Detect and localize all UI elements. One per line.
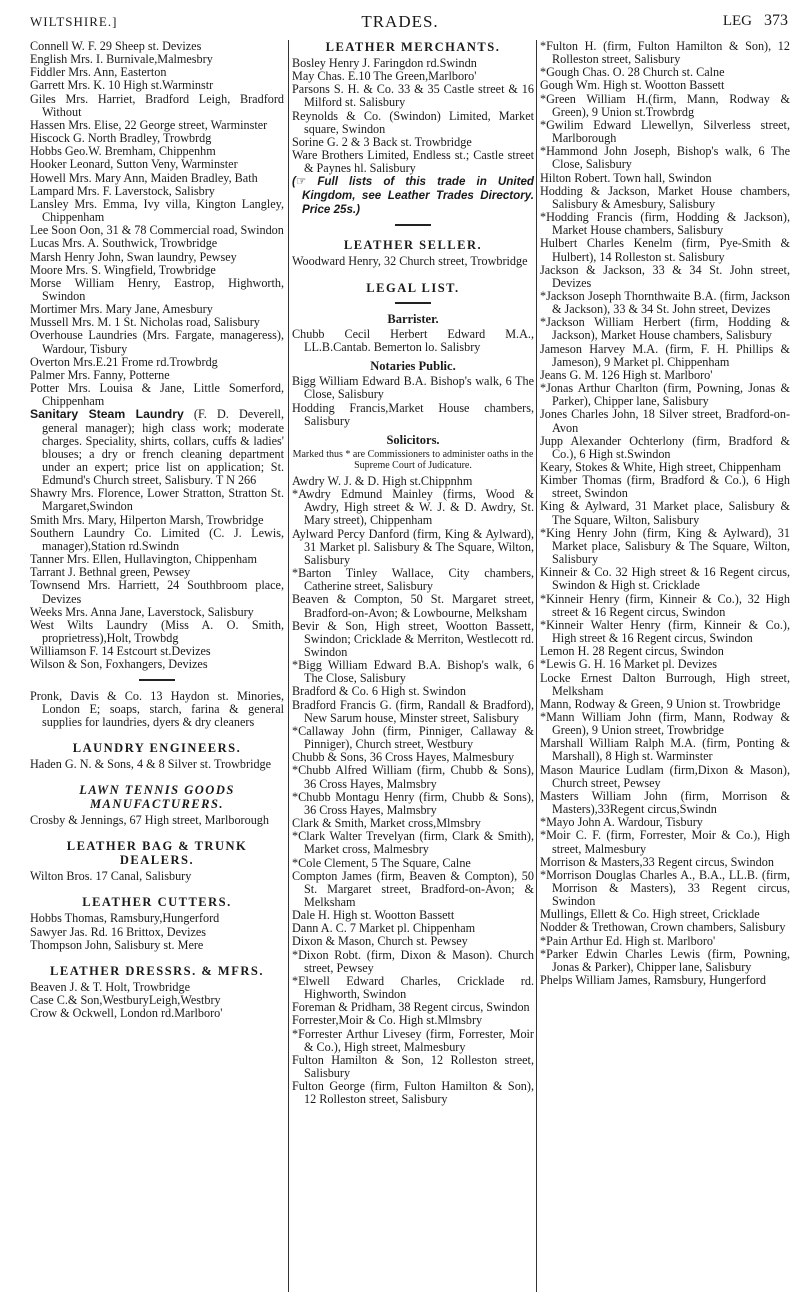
directory-entry: Bevir & Son, High street, Wootton Bassett, Swindon; Cricklade & Merriton, Westlecott rd. Swindon: [292, 618, 534, 659]
directory-entry: [30, 408, 284, 487]
directory-entry: Mullings, Ellett & Co. High street, Cricklade: [540, 907, 760, 922]
directory-entry: Gough Wm. High st. Wootton Bassett: [540, 78, 725, 93]
directory-entry: Crow & Ockwell, London rd.Marlboro': [30, 1006, 223, 1021]
directory-entry: *Kinneir Walter Henry (firm, Kinneir & Co.), High street & 16 Regent circus, Swindon: [540, 617, 790, 646]
directory-entry: Connell W. F. 29 Sheep st. Devizes: [30, 39, 202, 53]
directory-entry: Lansley Mrs. Emma, Ivy villa, Kington Langley, Chippenham: [30, 196, 284, 225]
directory-entry: Chubb & Sons, 36 Cross Hayes, Malmesbury: [292, 750, 515, 765]
directory-entry: *Parker Edwin Charles Lewis (firm, Powning, Jonas & Parker), Chipper lane, Salisbury: [540, 946, 790, 974]
directory-entry: Jackson & Jackson, 33 & 34 St. John street, Devizes: [540, 262, 790, 290]
directory-entry: Townsend Mrs. Harriett, 24 Southbroom place, Devizes: [30, 578, 284, 606]
directory-entry: *Moir C. F. (firm, Forrester, Moir & Co.), High street, Malmesbury: [540, 828, 790, 856]
directory-entry: *Awdry Edmund Mainley (firms, Wood & Awdry, High street & W. J. & D. Awdry, St. Mary street), Chippenham: [292, 487, 534, 528]
directory-entry: Wilson & Son, Foxhangers, Devizes: [30, 657, 208, 672]
directory-entry: Wilton Bros. 17 Canal, Salisbury: [30, 869, 192, 884]
directory-entry: Hassen Mrs. Elise, 22 George street, Warminster: [30, 117, 268, 132]
directory-entry: *Forrester Arthur Livesey (firm, Forrester, Moir & Co.), High street, Malmesbury: [292, 1026, 534, 1054]
directory-entry: Forrester,Moir & Co. High st.Mlmsbry: [292, 1013, 483, 1028]
page-number: 373: [764, 12, 788, 29]
directory-entry: Mann, Rodway & Green, 9 Union st. Trowbridge: [540, 696, 781, 711]
directory-entry: Woodward Henry, 32 Church street, Trowbridge: [292, 254, 528, 269]
directory-entry: Jones Charles John, 18 Silver street, Bradford-on-Avon: [540, 407, 790, 435]
directory-entry: Marsh Henry John, Swan laundry, Pewsey: [30, 249, 237, 264]
directory-entry: Shawry Mrs. Florence, Lower Stratton, Stratton St. Margaret,Swindon: [30, 486, 284, 514]
directory-entry: Overton Mrs.E.21 Frome rd.Trowbrdg: [30, 354, 218, 369]
directory-entry: Hooker Leonard, Sutton Veny, Warminster: [30, 157, 238, 172]
section-heading: LEATHER BAG & TRUNK DEALERS.: [66, 839, 248, 868]
section-divider: [395, 302, 431, 304]
directory-entry: *Mayo John A. Wardour, Tisbury: [540, 815, 703, 830]
directory-entry: *Jackson William Herbert (firm, Hodding & Jackson), Market House chambers, Salisbury: [540, 315, 790, 343]
directory-entry: Thompson John, Salisbury st. Mere: [30, 937, 204, 952]
directory-entry: Bosley Henry J. Faringdon rd.Swindn: [292, 56, 477, 70]
directory-entry: Dixon & Mason, Church st. Pewsey: [292, 934, 468, 949]
directory-entry: *Barton Tinley Wallace, City chambers, Catherine street, Salisbury: [292, 566, 534, 594]
directory-entry: Jeans G. M. 126 High st. Marlboro': [540, 367, 713, 382]
directory-entry: Reynolds & Co. (Swindon) Limited, Market square, Swindon: [292, 108, 534, 136]
directory-entry: Palmer Mrs. Fanny, Potterne: [30, 367, 170, 382]
directory-entry: Case C.& Son,WestburyLeigh,Westbry: [30, 993, 221, 1008]
directory-entry: Potter Mrs. Louisa & Jane, Little Somerford, Chippenham: [30, 381, 284, 409]
directory-entry: *Hammond John Joseph, Bishop's walk, 6 The Close, Salisbury: [540, 144, 790, 172]
directory-entry: Sawyer Jas. Rd. 16 Brittox, Devizes: [30, 924, 207, 939]
directory-entry: *Morrison Douglas Charles A., B.A., LL.B. (firm, Morrison & Masters), 33 Regent circus, Swindon: [540, 867, 790, 909]
directory-entry: Keary, Stokes & White, High street, Chippenham: [540, 460, 781, 474]
directory-entry: *Chubb Alfred William (firm, Chubb & Sons), 36 Cross Hayes, Malmsbry: [292, 763, 534, 791]
directory-entry: Morse William Henry, Eastrop, Highworth, Swindon: [30, 275, 284, 303]
directory-entry: Morrison & Masters,33 Regent circus, Swindon: [540, 854, 774, 869]
directory-entry: Pronk, Davis & Co. 13 Haydon st. Minories, London E; soaps, starch, farina & general supplies for laundries, dyers & dry cleaners: [30, 688, 284, 729]
directory-entry: Hiscock G. North Bradley, Trowbrdg: [30, 131, 212, 146]
section-note: Marked thus * are Commissioners to administer oaths in the Supreme Court of Judicature.: [292, 448, 534, 472]
subsection-heading: Notaries Public.: [370, 359, 456, 374]
directory-entry: Mason Maurice Ludlam (firm,Dixon & Mason), Church street, Pewsey: [540, 762, 790, 790]
directory-entry: West Wilts Laundry (Miss A. O. Smith, proprietress),Holt, Trowbdg: [30, 617, 284, 646]
directory-entry: *Elwell Edward Charles, Cricklade rd. Highworth, Swindon: [292, 973, 534, 1002]
directory-entry: *Pain Arthur Ed. High st. Marlboro': [540, 933, 716, 948]
directory-entry: Hulbert Charles Kenelm (firm, Pye-Smith & Hulbert), 14 Rolleston st. Salisbury: [540, 236, 790, 264]
directory-entry: Hodding Francis,Market House chambers, Salisbury: [292, 400, 534, 428]
directory-entry: Mussell Mrs. M. 1 St. Nicholas road, Salisbury: [30, 315, 260, 330]
subsection-heading: Barrister.: [387, 311, 439, 326]
column-2: [292, 40, 534, 1106]
directory-entry: Smith Mrs. Mary, Hilperton Marsh, Trowbridge: [30, 512, 264, 527]
directory-entry: *Jackson Joseph Thornthwaite B.A. (firm, Jackson & Jackson), 33 & 34 St. John street, Devizes: [540, 288, 790, 317]
directory-entry: Howell Mrs. Mary Ann, Maiden Bradley, Bath: [30, 170, 258, 185]
directory-entry: Ware Brothers Limited, Endless st.; Castle street & Paynes hl. Salisbury: [292, 148, 534, 176]
column-divider: [288, 40, 289, 1292]
directory-entry: Sorine G. 2 & 3 Back st. Trowbridge: [292, 134, 472, 149]
directory-entry: Giles Mrs. Harriet, Bradford Leigh, Bradford Without: [30, 91, 284, 119]
section-heading: LEATHER MERCHANTS.: [325, 40, 501, 54]
directory-entry: *Mann William John (firm, Mann, Rodway & Green), 9 Union street, Trowbridge: [540, 709, 790, 738]
directory-entry: Fiddler Mrs. Ann, Easterton: [30, 65, 167, 80]
entry-details: (F. D. Deverell, general manager); high class work; moderate charges. Speciality, shirts, collars, cuffs & ladies' blouses; a dry or french cleaning department under an expert; price list on application; St. Edmund's Church street, Salisbury. T N 266: [42, 407, 284, 488]
section-heading: LEATHER CUTTERS.: [82, 895, 232, 910]
directory-entry: Bradford Francis G. (firm, Randall & Bradford), New Sarum house, Minster street, Salisbury: [292, 697, 534, 725]
directory-entry: Lampard Mrs. F. Laverstock, Salisbry: [30, 183, 215, 198]
directory-entry: Hobbs Geo.W. Bremham, Chippenhm: [30, 144, 216, 159]
directory-entry: Kimber Thomas (firm, Bradford & Co.), 6 High street, Swindon: [540, 473, 790, 501]
section-divider: [395, 224, 431, 226]
directory-entry: Locke Ernest Dalton Burrough, High street, Melksham: [540, 670, 790, 698]
page-title: TRADES.: [361, 12, 439, 31]
directory-entry: Lemon H. 28 Regent circus, Swindon: [540, 644, 724, 659]
directory-entry: Jameson Harvey M.A. (firm, F. H. Phillips & Jameson), 9 Market pl. Chippenham: [540, 341, 790, 369]
directory-entry: Haden G. N. & Sons, 4 & 8 Silver st. Trowbridge: [30, 756, 272, 771]
directory-entry: English Mrs. I. Burnivale,Malmesbry: [30, 52, 213, 67]
section-heading: LEATHER SELLER.: [343, 238, 483, 253]
directory-entry: Garrett Mrs. K. 10 High st.Warminstr: [30, 78, 214, 93]
directory-entry: Phelps William James, Ramsbury, Hungerford: [540, 973, 766, 988]
section-heading: LEGAL LIST.: [366, 280, 460, 295]
directory-entry: Hobbs Thomas, Ramsbury,Hungerford: [30, 911, 220, 926]
directory-entry: Tarrant J. Bethnal green, Pewsey: [30, 565, 191, 580]
directory-entry: Dann A. C. 7 Market pl. Chippenham: [292, 921, 476, 936]
directory-entry: Hodding & Jackson, Market House chambers, Salisbury & Amesbury, Salisbury: [540, 183, 790, 211]
directory-entry: Southern Laundry Co. Limited (C. J. Lewis, manager),Station rd.Swindn: [30, 525, 284, 553]
directory-entry: Fulton George (firm, Fulton Hamilton & Son), 12 Rolleston street, Salisbury: [292, 1079, 534, 1107]
directory-entry: Hilton Robert. Town hall, Swindon: [540, 170, 712, 185]
directory-entry: Bradford & Co. 6 High st. Swindon: [292, 684, 467, 699]
directory-entry: Beaven J. & T. Holt, Trowbridge: [30, 979, 191, 994]
directory-entry: Moore Mrs. S. Wingfield, Trowbridge: [30, 262, 216, 277]
directory-entry: Nodder & Trethowan, Crown chambers, Salisbury: [540, 920, 786, 935]
directory-entry: Marshall William Ralph M.A. (firm, Ponting & Marshall), 8 High st. Warminster: [540, 736, 790, 764]
directory-entry: *Callaway John (firm, Pinniger, Callaway & Pinniger), Church street, Westbury: [292, 723, 534, 752]
directory-entry: *Bigg William Edward B.A. Bishop's walk, 6 The Close, Salisbury: [292, 658, 534, 686]
directory-entry: Weeks Mrs. Anna Jane, Laverstock, Salisbury: [30, 604, 254, 619]
section-divider: [139, 679, 175, 681]
directory-entry: Jupp Alexander Ochterlony (firm, Bradford & Co.), 6 High st.Swindon: [540, 433, 790, 461]
county-label: WILTSHIRE.]: [30, 14, 118, 29]
directory-entry: Foreman & Pridham, 38 Regent circus, Swindon: [292, 1000, 530, 1015]
directory-entry: Lucas Mrs. A. Southwick, Trowbridge: [30, 236, 218, 251]
directory-entry: King & Aylward, 31 Market place, Salisbury & The Square, Wilton, Salisbury: [540, 499, 790, 527]
running-head-letters: LEG: [722, 13, 752, 29]
section-heading: LAWN TENNIS GOODS MANUFACTURERS.: [79, 783, 235, 812]
entry-name: Sanitary Steam Laundry: [30, 407, 184, 422]
directory-entry: Tanner Mrs. Ellen, Hullavington, Chippenham: [30, 552, 257, 567]
section-heading: LAUNDRY ENGINEERS.: [72, 740, 242, 755]
column-divider: [536, 40, 537, 1292]
directory-entry: Mortimer Mrs. Mary Jane, Amesbury: [30, 302, 213, 317]
directory-entry: *Chubb Montagu Henry (firm, Chubb & Sons), 36 Cross Hayes, Malmsbry: [292, 789, 534, 817]
directory-entry: Fulton Hamilton & Son, 12 Rolleston street, Salisbury: [292, 1052, 534, 1080]
page-header: [0, 10, 800, 32]
directory-entry: *King Henry John (firm, King & Aylward), 31 Market place, Salisbury & The Square, Wilton, Salisbury: [540, 525, 790, 567]
advertisement-note: (☞ Full lists of this trade in United Kingdom, see Leather Trades Directory. Price 25s.): [292, 175, 534, 217]
directory-entry: Awdry W. J. & D. High st.Chippnhm: [292, 473, 473, 488]
directory-entry: *Clark Walter Trevelyan (firm, Clark & Smith), Market cross, Malmesbry: [292, 829, 534, 857]
directory-entry: Aylward Percy Danford (firm, King & Aylward), 31 Market pl. Salisbury & The Square, Wilton, Salisbury: [292, 526, 534, 567]
directory-entry: *Lewis G. H. 16 Market pl. Devizes: [540, 657, 718, 672]
directory-entry: Williamson F. 14 Estcourt st.Devizes: [30, 644, 211, 659]
column-3: [540, 40, 790, 987]
directory-entry: Kinneir & Co. 32 High street & 16 Regent circus, Swindon & High st. Cricklade: [540, 565, 790, 593]
directory-entry: *Gwilim Edward Llewellyn, Silverless street, Marlborough: [540, 117, 790, 146]
directory-entry: *Dixon Robt. (firm, Dixon & Mason). Church street, Pewsey: [292, 947, 534, 975]
directory-entry: *Kinneir Henry (firm, Kinneir & Co.), 32 High street & 16 Regent circus, Swindon: [540, 591, 790, 619]
directory-entry: Overhouse Laundries (Mrs. Fargate, manageress), Wardour, Tisbury: [30, 328, 284, 356]
directory-entry: Dale H. High st. Wootton Bassett: [292, 908, 455, 923]
directory-entry: *Gough Chas. O. 28 Church st. Calne: [540, 65, 725, 80]
directory-entry: Masters William John (firm, Morrison & Masters),33Regent circus,Swindn: [540, 788, 790, 817]
column-1: [30, 40, 284, 1020]
subsection-heading: Solicitors.: [386, 432, 440, 447]
directory-entry: *Fulton H. (firm, Fulton Hamilton & Son), 12 Rolleston street, Salisbury: [540, 39, 790, 67]
directory-entry: Beaven & Compton, 50 St. Margaret street, Bradford-on-Avon; & Lowbourne, Melksham: [292, 592, 534, 620]
directory-entry: May Chas. E.10 The Green,Marlboro': [292, 69, 477, 84]
directory-entry: Parsons S. H. & Co. 33 & 35 Castle street & 16 Milford st. Salisbury: [292, 82, 534, 110]
directory-entry: Bigg William Edward B.A. Bishop's walk, 6 The Close, Salisbury: [292, 374, 534, 402]
directory-entry: Crosby & Jennings, 67 High street, Marlborough: [30, 813, 269, 828]
running-head: [723, 12, 788, 30]
directory-entry: *Green William H.(firm, Mann, Rodway & Green), 9 Union st.Trowbrdg: [540, 91, 790, 119]
directory-entry: Clark & Smith, Market cross,Mlmsbry: [292, 816, 481, 831]
directory-entry: *Cole Clement, 5 The Square, Calne: [292, 855, 471, 870]
directory-entry: Lee Soon Oon, 31 & 78 Commercial road, Swindon: [30, 223, 284, 238]
directory-entry: Compton James (firm, Beaven & Compton), 50 St. Margaret street, Bradford-on-Avon; & Melksham: [292, 868, 534, 909]
directory-entry: Chubb Cecil Herbert Edward M.A., LL.B.Cantab. Bemerton lo. Salisbry: [292, 326, 534, 354]
section-heading: LEATHER DRESSRS. & MFRS.: [50, 963, 264, 978]
directory-entry: *Hodding Francis (firm, Hodding & Jackson), Market House chambers, Salisbury: [540, 210, 790, 238]
directory-entry: *Jonas Arthur Charlton (firm, Powning, Jonas & Parker), Chipper lane, Salisbury: [540, 381, 790, 409]
